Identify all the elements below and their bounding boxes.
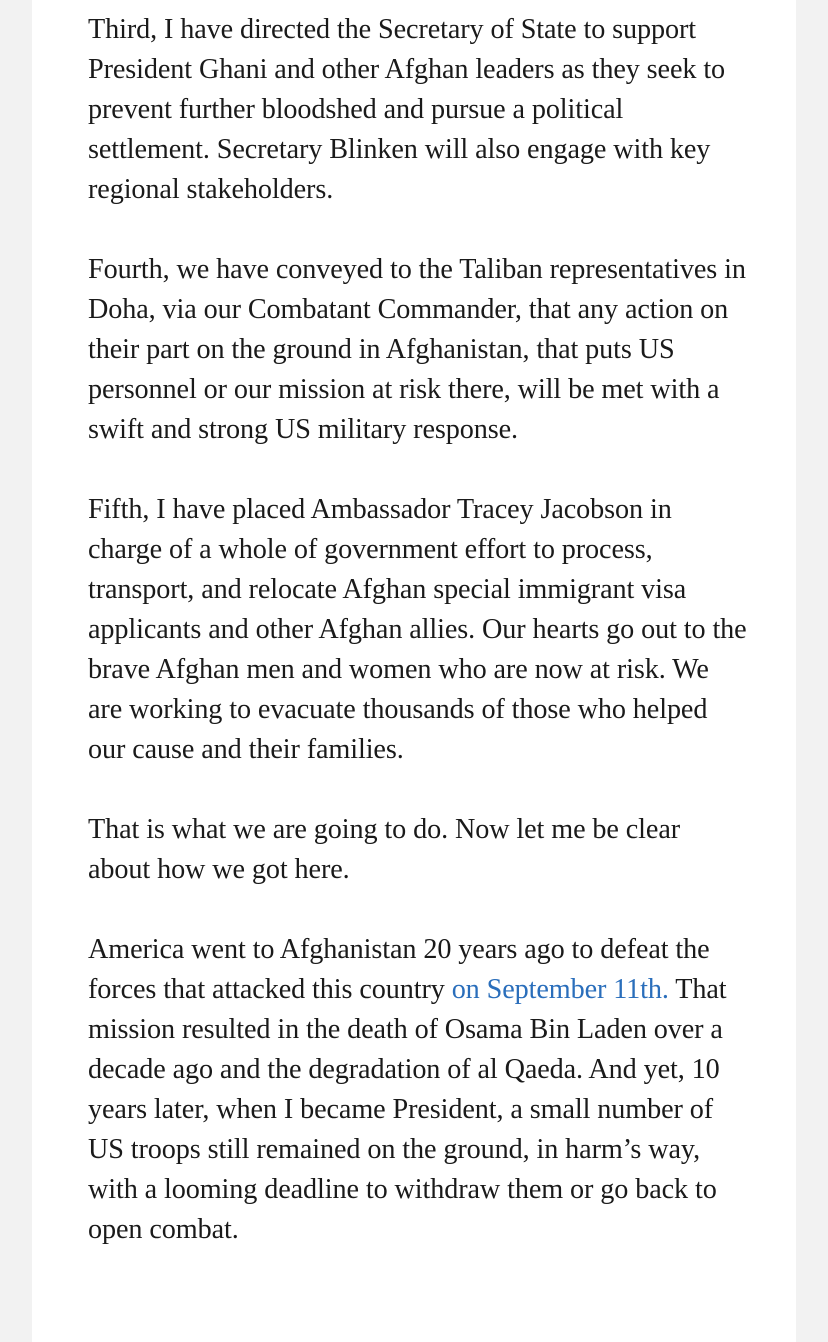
- paragraph-third: Third, I have directed the Secretary of State to support President Ghani and other Afghan leaders as they seek to prevent further bloodshed and pursue a political settlement. Secretary Blinken will also engage with key regional stakeholders.: [88, 14, 726, 205]
- paragraph-fifth: Fifth, I have placed Ambassador Tracey Jacobson in charge of a whole of government effort to process, transport, and relocate Afghan special immigrant visa applicants and other Afghan allies. Our hearts go out to the brave Afghan men and women who are now at risk. We are working to evacuate thousands of those who helped our cause and their families.: [88, 494, 747, 765]
- paragraph-history-text-after: That mission resulted in the death of Osama Bin Laden over a decade ago and the degradation of al Qaeda. And yet, 10 years later, when I became President, a small number of US troops still remained on the ground, in harm’s way, with a looming deadline to withdraw them or go back to open combat.: [88, 974, 727, 1245]
- paragraph-transition: That is what we are going to do. Now let me be clear about how we got here.: [88, 814, 681, 885]
- paragraph-history-text-before: America went to Afghanistan 20 years ago to defeat the forces that attacked this country: [88, 934, 710, 1005]
- september-11th-link[interactable]: on September 11th.: [451, 974, 669, 1005]
- paragraph-fourth: Fourth, we have conveyed to the Taliban representatives in Doha, via our Combatant Commander, that any action on their part on the ground in Afghanistan, that puts US personnel or our mission at risk there, will be met with a swift and strong US military response.: [88, 254, 746, 445]
- paragraph-history: [88, 930, 748, 1250]
- article-body: [88, 10, 748, 1250]
- page: [32, 0, 796, 1342]
